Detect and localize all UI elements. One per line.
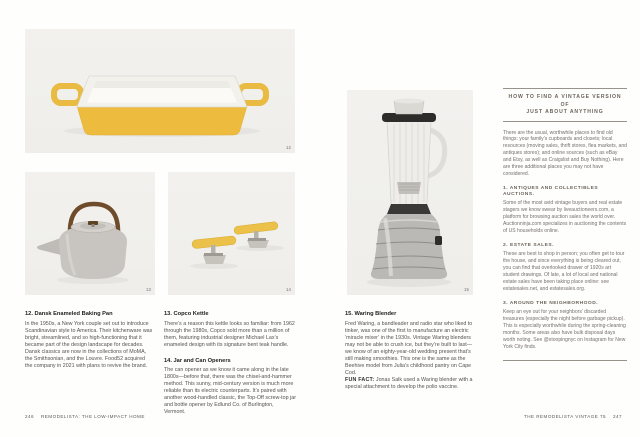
photo-can-openers <box>168 172 295 295</box>
sidebar-title <box>503 89 627 121</box>
sidebar-entry-2-heading: 2. ESTATE SALES. <box>503 242 555 248</box>
item-15-fun-fact <box>345 377 474 391</box>
sidebar-rule-bottom <box>503 360 627 361</box>
fun-fact-label: FUN FACT: <box>345 376 375 383</box>
sidebar-title-line2: JUST ABOUT ANYTHING <box>526 109 604 115</box>
photo-blender <box>347 90 473 295</box>
sidebar-entry-3-heading: 3. AROUND THE NEIGHBORHOOD. <box>503 300 599 306</box>
item-12-column <box>25 311 153 370</box>
page-number-right: 247 <box>612 414 622 419</box>
item-15-heading: 15. Waring Blender <box>345 311 397 317</box>
sidebar-entry-2-body: These are best to shop in person; you often get to tour the house, and since everything is being cleared out, you can find that overlooked drawer of 1920s art student drawings. Of late, a lot of local and national estate sales have been taking place online: see estatesales.net, and estatesales.org. <box>503 251 625 292</box>
book-title: REMODELISTA: THE LOW-IMPACT HOME <box>41 414 145 419</box>
photo-number: 12 <box>285 145 291 150</box>
kettle-illustration <box>25 172 155 295</box>
item-15-body: Fred Waring, a bandleader and radio star who liked to tinker, was one of the first to manufacture an electric ‘miracle mixer’ in the 1930s. Vintage Waring blenders may not be able to crush ice, but they’re built to last—we know of an eighty-year-old wedding present that’s still making smoothies. This one is the same as the Beehive model from Julia’s childhood pantry on Cape Cod. <box>345 320 473 376</box>
photo-number: 13 <box>145 287 151 292</box>
sidebar-entry-3-body: Keep an eye out for your neighbors’ discarded treasures (especially the night before garbage pickup). This is especially worthwhile during the spring-cleaning months. Some areas also have bulk disposal days worth noting. See @stoopingnyc on Instagram for New York City finds. <box>503 309 626 350</box>
item-12-heading: 12. Dansk Enameled Baking Pan <box>25 311 113 317</box>
item-14-body: The can opener as we know it came along in the late 1800s—before that, there was the chisel-and-hammer method. This sunny, mid-century version is much more reliable than its electric counterparts. It’s paired with another wood-handled classic, the Top-Off screw-top jar and bottle opener by Edlund Co. of Burlington, Vermont. <box>164 367 296 415</box>
footer-left <box>25 414 145 419</box>
item-13-body: There’s a reason this kettle looks so familiar: from 1962 through the 1980s, Copco sold more than a million of them, featuring industrial designer Michael Lax’s enameled design with its signature bent teak handle. <box>164 320 295 348</box>
sidebar-rule-under-title <box>503 121 627 122</box>
fun-fact-text: Jonas Salk used a Waring blender with a special attachment to develop the polio vaccine. <box>345 376 473 390</box>
photo-baking-pan <box>25 29 295 153</box>
items-13-14-column <box>164 311 296 416</box>
baking-pan-illustration <box>25 29 295 153</box>
footer-right <box>524 414 622 419</box>
sidebar-entry-1-heading: 1. ANTIQUES AND COLLECTIBLES AUCTIONS. <box>503 185 599 197</box>
page-number-left: 246 <box>25 414 35 419</box>
item-15-column <box>345 311 474 396</box>
sidebar-title-line1: HOW TO FIND A VINTAGE VERSION OF <box>508 94 622 108</box>
column-spacer <box>164 349 296 358</box>
photo-number: 15 <box>463 287 469 292</box>
sidebar-how-to-find-vintage <box>503 88 627 361</box>
item-14-heading: 14. Jar and Can Openers <box>164 357 231 364</box>
photo-kettle <box>25 172 155 295</box>
blender-illustration <box>347 90 473 295</box>
can-openers-illustration <box>168 172 295 295</box>
sidebar-intro: There are the usual, worthwhile places to find old things: your family’s cupboards and closets; local resources (moving sales, thrift stores, flea markets, and antiques stores); and online sources (such as eBay and Etsy, as well as Craigslist and Buy Nothing). Here are three additional places you may not have considered. <box>503 129 627 177</box>
sidebar-entry-1-body: Some of the most avid vintage buyers and real estate stagers we know swear by liveauctioneers.com, a platform for browsing auction sales the world over. Auctionninja.com specializes in auctioning the contents of US households online. <box>503 200 627 234</box>
section-title: THE REMODELISTA VINTAGE 75 <box>524 414 606 419</box>
item-12-body: In the 1950s, a New York couple set out to introduce Scandinavian style to America. Their kitchenware was bright, streamlined, and so high-functioning that it became part of the design landscape for decades. Dansk classics are now in the collections of MoMA, the Smithsonian, and the Louvre. Food52 acquired the company in 2021 with plans to revive the brand. <box>25 320 153 369</box>
item-13-heading: 13. Copco Kettle <box>164 311 209 317</box>
photo-number: 14 <box>285 287 291 292</box>
